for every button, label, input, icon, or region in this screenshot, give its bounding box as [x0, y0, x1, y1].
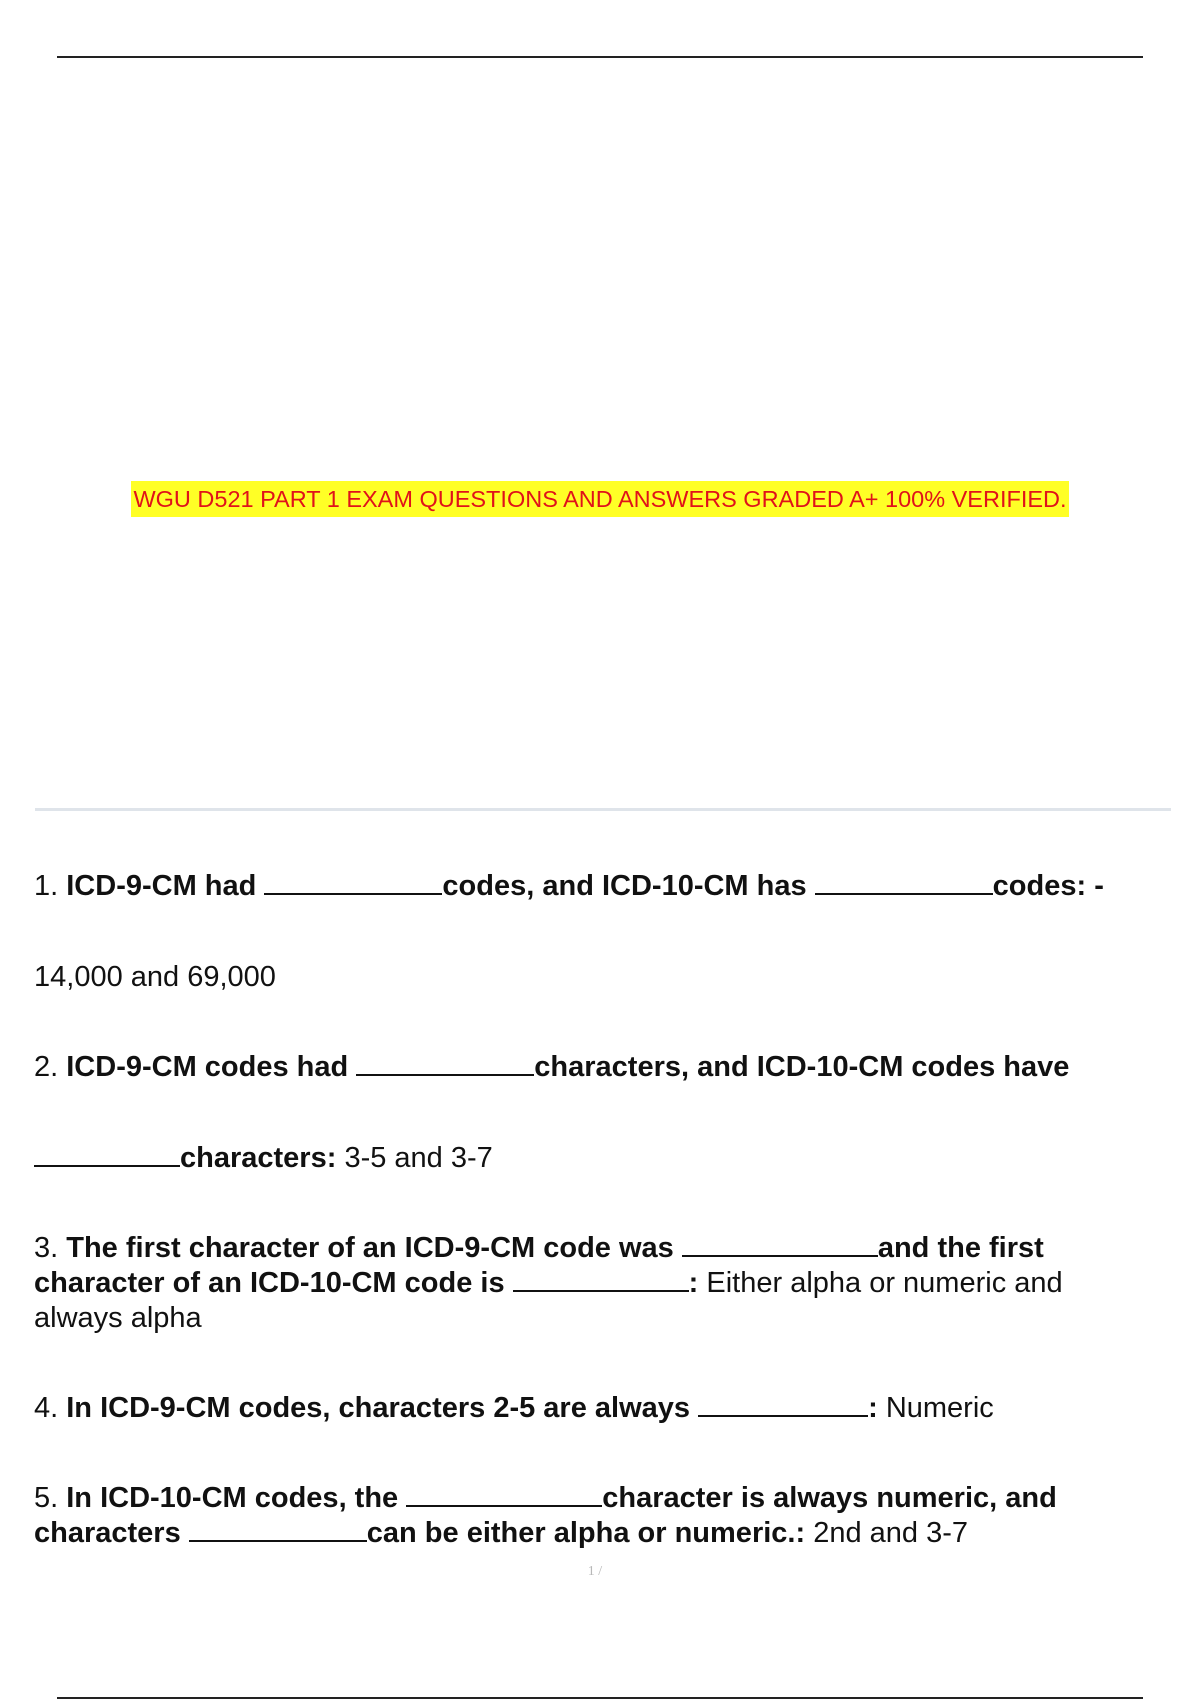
question-2-line-1	[34, 1050, 1174, 1085]
answer-blank	[513, 1268, 689, 1292]
question-text: character is always numeric, and	[602, 1482, 1057, 1514]
question-2-line-2	[34, 1141, 1174, 1176]
question-number: 1.	[34, 870, 59, 902]
answer-text: Either alpha or numeric and	[706, 1267, 1063, 1299]
question-number: 5.	[34, 1482, 59, 1514]
answer-blank	[682, 1233, 878, 1257]
question-text: :	[868, 1392, 878, 1424]
document-title: WGU D521 PART 1 EXAM QUESTIONS AND ANSWERS GRADED A+ 100% VERIFIED.	[131, 481, 1068, 517]
question-text: can be either alpha or numeric.:	[366, 1517, 806, 1549]
answer-text: 3-5 and 3-7	[344, 1142, 493, 1174]
question-5-line-2	[34, 1516, 1174, 1551]
question-text: codes, and ICD-10-CM has	[442, 870, 807, 902]
question-text: The first character of an ICD-9-CM code was	[66, 1232, 674, 1264]
question-3-line-3	[34, 1301, 1174, 1336]
question-3-line-2	[34, 1266, 1174, 1301]
question-text: :	[688, 1267, 699, 1299]
question-text: characters	[34, 1517, 181, 1549]
question-text: ICD-9-CM codes had	[66, 1051, 349, 1083]
question-4-line-1	[34, 1391, 1174, 1426]
question-text: codes: -	[992, 870, 1104, 902]
question-1-answer	[34, 960, 1174, 995]
answer-blank	[189, 1518, 367, 1542]
answer-blank	[698, 1393, 868, 1417]
question-text: characters, and ICD-10-CM codes have	[534, 1051, 1070, 1083]
answer-blank	[356, 1052, 534, 1076]
title-block	[53, 481, 1147, 517]
question-1-line-1	[34, 869, 1174, 904]
question-number: 2.	[34, 1051, 59, 1083]
question-text: character of an ICD-10-CM code is	[34, 1267, 505, 1299]
answer-text: always alpha	[34, 1302, 202, 1334]
question-text: In ICD-9-CM codes, characters 2-5 are always	[66, 1392, 691, 1424]
question-text: and the first	[877, 1232, 1044, 1264]
question-3-line-1	[34, 1231, 1174, 1266]
section-divider	[35, 808, 1171, 811]
page-number: 1 /	[587, 1564, 603, 1579]
answer-blank	[815, 871, 993, 895]
answer-blank	[264, 871, 442, 895]
question-text: In ICD-10-CM codes, the	[66, 1482, 399, 1514]
bottom-rule	[57, 1697, 1143, 1699]
answer-blank	[406, 1483, 602, 1507]
question-5-line-1	[34, 1481, 1174, 1516]
top-rule	[57, 56, 1143, 58]
answer-text: 14,000 and 69,000	[34, 961, 276, 993]
question-number: 4.	[34, 1392, 59, 1424]
question-text: characters:	[180, 1142, 337, 1174]
question-number: 3.	[34, 1232, 59, 1264]
answer-blank	[34, 1143, 180, 1167]
answer-text: Numeric	[885, 1392, 994, 1424]
answer-text: 2nd and 3-7	[813, 1517, 968, 1549]
question-text: ICD-9-CM had	[66, 870, 257, 902]
